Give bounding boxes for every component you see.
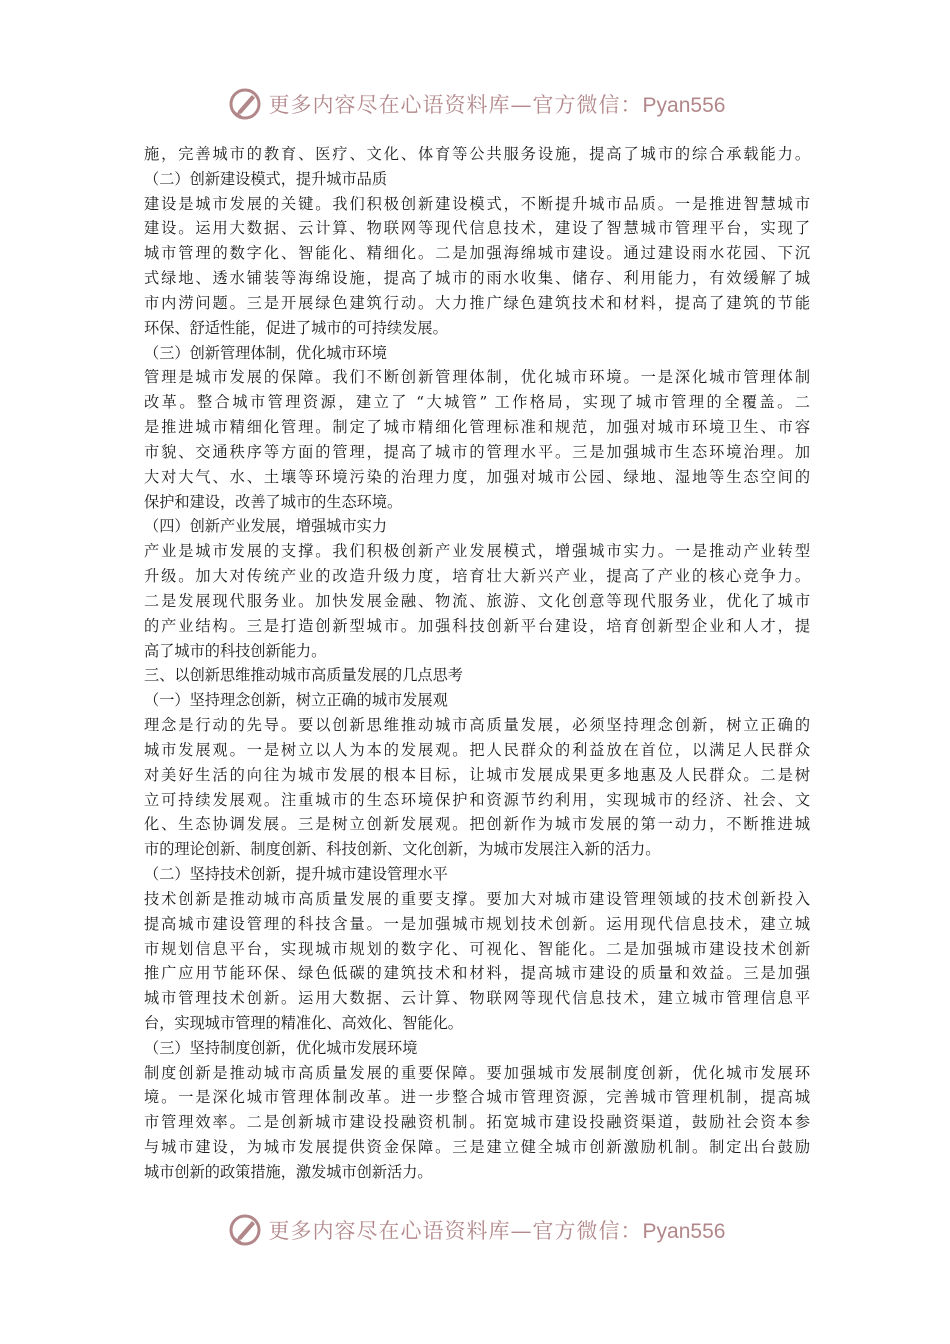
section-heading: （三）创新管理体制，优化城市环境 xyxy=(144,343,387,362)
text-line: 的产业结构。三是打造创新型城市。加强科技创新平台建设，培育创新型企业和人才，提 xyxy=(144,616,810,635)
text-line: 对美好生活的向往为城市发展的根本目标，让城市发展成果更多地惠及人民群众。二是树 xyxy=(144,765,810,784)
text-line: 城市管理的数字化、智能化、精细化。二是加强海绵城市建设。通过建设雨水花园、下沉 xyxy=(144,244,810,263)
text-line: 立可持续发展观。注重城市的生态环境保护和资源节约利用，实现城市的经济、社会、文 xyxy=(144,790,810,809)
text-line: 是推进城市精细化管理。制定了城市精细化管理标准和规范，加强对城市环境卫生、市容 xyxy=(144,418,810,437)
wechat-id: Pyan556 xyxy=(642,1220,726,1243)
text-line: 管理是城市发展的保障。我们不断创新管理体制，优化城市环境。一是深化城市管理体制 xyxy=(144,368,810,387)
text-line: 市管理效率。二是创新城市建设投融资机制。拓宽城市建设投融资渠道，鼓励社会资本参 xyxy=(144,1113,810,1132)
text-line: 保护和建设，改善了城市的生态环境。 xyxy=(144,492,403,511)
pen-heart-logo-icon xyxy=(225,84,265,124)
text-line: 化、生态协调发展。三是树立创新发展观。把创新作为城市发展的第一动力，不断推进城 xyxy=(144,815,810,834)
footer-watermark xyxy=(0,1210,950,1250)
text-line: 市规划信息平台，实现城市规划的数字化、可视化、智能化。二是加强城市建设技术创新 xyxy=(144,939,810,958)
text-line: 城市管理技术创新。运用大数据、云计算、物联网等现代信息技术，建立城市管理信息平 xyxy=(144,989,810,1008)
header-watermark xyxy=(0,84,950,124)
document-body xyxy=(144,142,810,1185)
text-line: 式绿地、透水铺装等海绵设施，提高了城市的雨水收集、储存、利用能力，有效缓解了城 xyxy=(144,269,810,288)
text-line: 大对大气、水、土壤等环境污染的治理力度，加强对城市公园、绿地、湿地等生态空间的 xyxy=(144,467,810,486)
text-line: 建设是城市发展的关键。我们积极创新建设模式，不断提升城市品质。一是推进智慧城市 xyxy=(144,194,810,213)
text-line: 城市发展观。一是树立以人为本的发展观。把人民群众的利益放在首位，以满足人民群众 xyxy=(144,740,810,759)
text-line: 施，完善城市的教育、医疗、文化、体育等公共服务设施，提高了城市的综合承载能力。 xyxy=(144,145,810,163)
text-line: 提高城市建设管理的科技含量。一是加强城市规划技术创新。运用现代信息技术，建立城 xyxy=(144,914,810,933)
text-line: 环保、舒适性能，促进了城市的可持续发展。 xyxy=(144,318,448,337)
section-heading: （二）坚持技术创新，提升城市建设管理水平 xyxy=(144,865,448,884)
text-line: 与城市建设，为城市发展提供资金保障。三是建立健全城市创新激励机制。制定出台鼓励 xyxy=(144,1138,810,1157)
text-line: 制度创新是推动城市高质量发展的重要保障。要加强城市发展制度创新，优化城市发展环 xyxy=(144,1063,810,1082)
pen-heart-logo-icon xyxy=(225,1210,265,1250)
text-line: 市内涝问题。三是开展绿色建筑行动。大力推广绿色建筑技术和材料，提高了建筑的节能 xyxy=(144,293,810,312)
text-line: 推广应用节能环保、绿色低碳的建筑技术和材料，提高城市建设的质量和效益。三是加强 xyxy=(144,964,810,983)
text-line: 技术创新是推动城市高质量发展的重要支撑。要加大对城市建设管理领域的技术创新投入 xyxy=(144,889,810,908)
watermark-text: 更多内容尽在心语资料库—官方微信：Pyan556 xyxy=(268,1219,726,1243)
text-line: 境。一是深化城市管理体制改革。进一步整合城市管理资源，完善城市管理机制，提高城 xyxy=(144,1088,810,1107)
text-line: 建设。运用大数据、云计算、物联网等现代信息技术，建设了智慧城市管理平台，实现了 xyxy=(144,219,810,238)
text-line: 市貌、交通秩序等方面的管理，提高了城市的管理水平。三是加强城市生态环境治理。加 xyxy=(144,442,810,461)
text-line: 理念是行动的先导。要以创新思维推动城市高质量发展，必须坚持理念创新，树立正确的 xyxy=(144,716,810,735)
watermark-text: 更多内容尽在心语资料库—官方微信：Pyan556 xyxy=(268,93,726,117)
section-heading: （三）坚持制度创新，优化城市发展环境 xyxy=(144,1038,418,1057)
chapter-heading: 三、以创新思维推动城市高质量发展的几点思考 xyxy=(144,666,463,685)
text-line: 台，实现城市管理的精准化、高效化、智能化。 xyxy=(144,1013,463,1032)
section-heading: （二）创新建设模式，提升城市品质 xyxy=(144,169,387,188)
text-line: 市的理论创新、制度创新、科技创新、文化创新，为城市发展注入新的活力。 xyxy=(144,840,661,859)
text-line: 高了城市的科技创新能力。 xyxy=(144,641,327,660)
text-line: 产业是城市发展的支撑。我们积极创新产业发展模式，增强城市实力。一是推动产业转型 xyxy=(144,542,810,561)
text-line: 改革。整合城市管理资源，建立了 “大城管” 工作格局，实现了城市管理的全覆盖。二 xyxy=(144,393,810,412)
text-line: 升级。加大对传统产业的改造升级力度，培育壮大新兴产业，提高了产业的核心竞争力。 xyxy=(144,567,810,586)
section-heading: （一）坚持理念创新，树立正确的城市发展观 xyxy=(144,691,448,710)
section-heading: （四）创新产业发展，增强城市实力 xyxy=(144,517,387,536)
wechat-id: Pyan556 xyxy=(642,94,726,117)
text-line: 城市创新的政策措施，激发城市创新活力。 xyxy=(144,1162,433,1181)
text-line: 二是发展现代服务业。加快发展金融、物流、旅游、文化创意等现代服务业，优化了城市 xyxy=(144,591,810,610)
